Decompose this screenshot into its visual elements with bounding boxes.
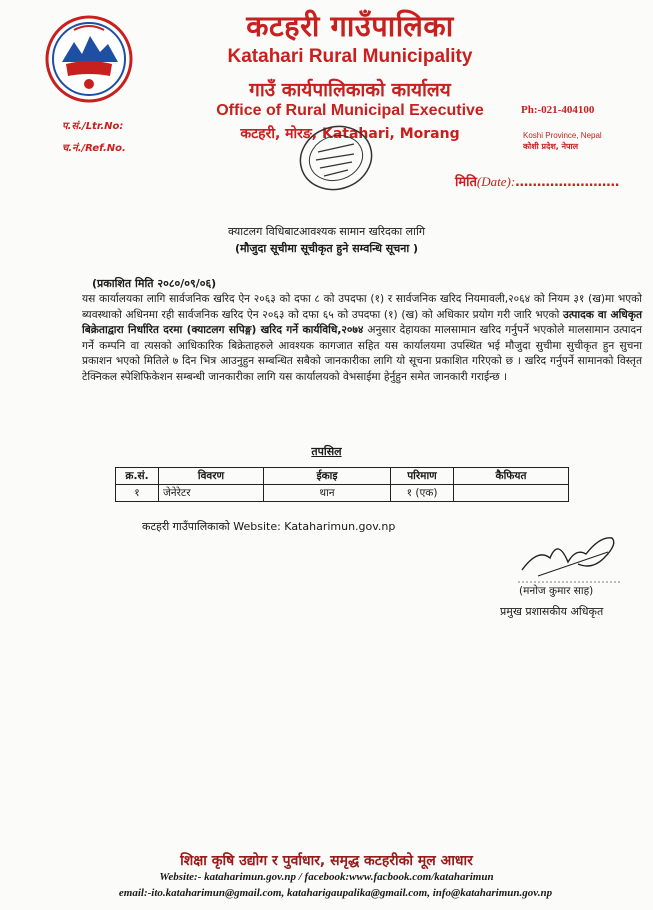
- notice-body-part1: यस कार्यालयका लागि सार्वजनिक खरिद ऐन २०६३ को दफा ८ को उपदफा (१) र सार्वजनिक खरिद नियमावली,२०६४ को नियम ३१ (ख)मा भएको ब्यवस्थाको अधिनमा रही सार्वजनिक खरिद ऐन २०६३ को दफा ६५ को उपदफा (१) (ख) को अधिकार प्रयोग गरी जारि भएको: [82, 293, 642, 321]
- office-address: कटहरी, मोरङ, Katahari, Morang: [240, 126, 460, 142]
- signatory-title: प्रमुख प्रशासकीय अधिकृत: [500, 605, 604, 618]
- municipality-name-english: Katahari Rural Municipality: [227, 46, 473, 67]
- col-serial: क्र.सं.: [116, 468, 159, 485]
- footer-slogan: शिक्षा कृषि उद्योग र पुर्वाधार, समृद्ध कटहरीको मूल आधार: [180, 853, 473, 869]
- date-label: मिति: [455, 175, 477, 190]
- date-field: [455, 172, 619, 190]
- table-row: [116, 485, 569, 502]
- col-quantity: परिमाण: [391, 468, 454, 485]
- footer-website: Website:- kataharimun.gov.np / facebook:www.facbook.com/kataharimun: [159, 871, 494, 883]
- office-name-english: Office of Rural Municipal Executive: [216, 102, 484, 119]
- table-header-row: [116, 468, 569, 485]
- notice-subject: क्याटलग विधिबाटआवश्यक सामान खरिदका लागि: [227, 225, 426, 238]
- col-description: विवरण: [159, 468, 264, 485]
- website-note: कटहरी गाउँपालिकाको Website: Kataharimun.gov.np: [142, 520, 396, 533]
- notice-body-part2: अनुसार देहायका मालसामान खरिद गर्नुपर्ने भएकोले मालसामान उत्पादन गर्ने कम्पनि वा त्यसको आधिकारिक बिक्रेताहरुले आवश्यक कागजात सहित यस कार्यालयमा उपस्थित भई मौजुदा सुचीमा सुचीकृत हुन सुचना प्रकाशन भएको मितिले ७ दिन भित्र आउनुहुन सम्बन्धित सबैको जानकारीका लागि यो सूचना प्रकाशित गरिएको छ । खरिद गर्नुपर्ने सामानको विस्तृत टेक्निकल स्पेशिफिकेशन सम्बन्धी जानकारीका लागि यस कार्यालयको वेभसाईमा हेर्नुहुन समेत जानकारी गराईन्छ ।: [82, 324, 642, 383]
- signature-image: [508, 518, 628, 588]
- item-table: [115, 467, 569, 502]
- details-heading: तपसिल: [311, 445, 342, 458]
- phone-number: Ph:-021-404100: [521, 104, 595, 116]
- cell-unit: थान: [264, 485, 391, 502]
- date-label-english: (Date):: [476, 174, 516, 189]
- office-name-nepali: गाउँ कार्यपालिकाको कार्यालय: [249, 79, 451, 101]
- office-stamp: [296, 122, 376, 194]
- notice-body: [82, 292, 642, 386]
- municipality-name-nepali: कटहरी गाउँपालिका: [246, 9, 454, 43]
- cell-remarks: [454, 485, 569, 502]
- notice-subtitle: (मौजुदा सूचीमा सूचीकृत हुने सम्वन्धि सूचना ): [234, 242, 419, 255]
- province-nepali: कोशी प्रदेश, नेपाल: [523, 142, 579, 151]
- notice-body-procedure: उत्पादक वा अधिकृत बिक्रेताद्वारा निर्धारित दरमा (क्याटलग सपिङ्ग) खरिद गर्ने कार्यविधि,२०७४: [82, 308, 642, 337]
- date-placeholder: ……………………: [515, 175, 620, 190]
- letter-number-label: प.सं./Ltr.No:: [62, 121, 124, 132]
- province-english: Koshi Province, Nepal: [523, 131, 602, 140]
- reference-number-label: च.नं./Ref.No.: [62, 143, 126, 154]
- publish-date: (प्रकाशित मिति २०८०/०९/०६): [92, 277, 217, 290]
- cell-quantity: १ (एक): [391, 485, 454, 502]
- footer-email: email:-ito.kataharimun@gmail.com, kataharigaupalika@gmail.com, info@kataharimun.gov.np: [118, 887, 553, 899]
- col-remarks: कैफियत: [454, 468, 569, 485]
- cell-serial: १: [116, 485, 159, 502]
- signatory-name: (मनोज कुमार साह): [519, 585, 594, 597]
- col-unit: ईकाइ: [264, 468, 391, 485]
- municipality-emblem: [44, 14, 134, 104]
- cell-description: जेनेरेटर: [159, 485, 264, 502]
